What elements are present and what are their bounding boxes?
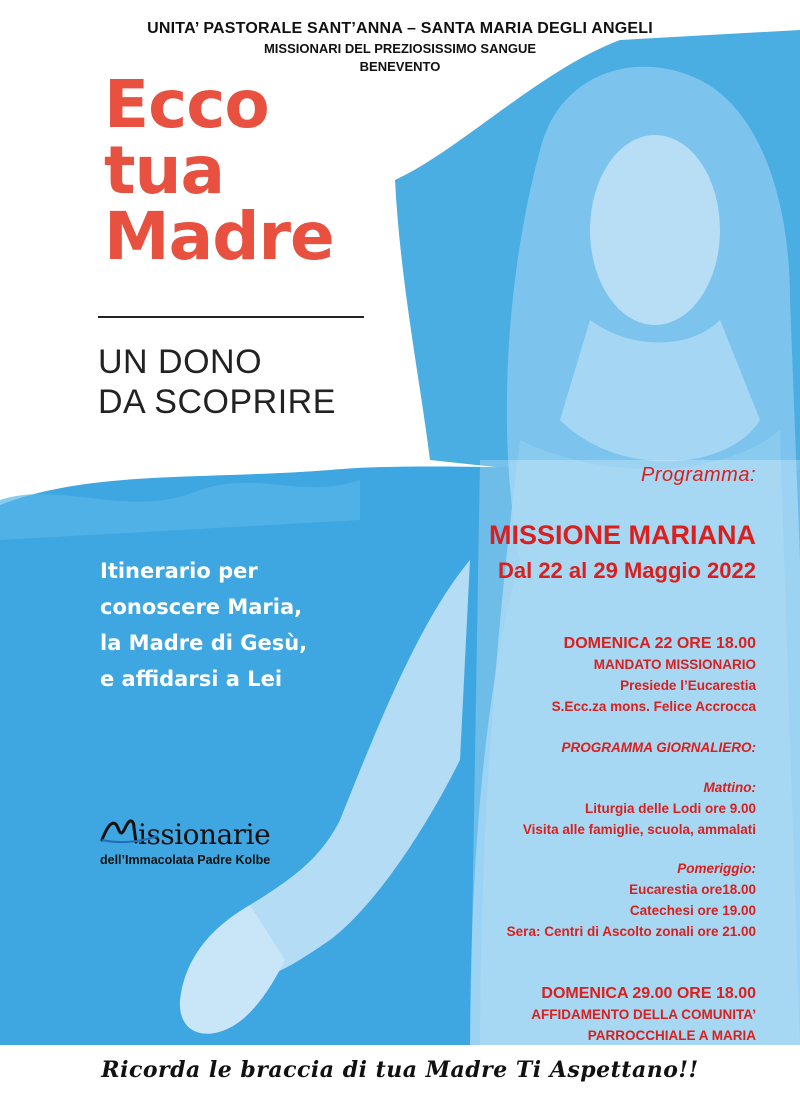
closing-line-3: PARROCCHIALE A MARIA [587, 1028, 756, 1043]
opening-line-4: S.Ecc.za mons. Felice Accrocca [551, 699, 756, 714]
program-heading: Programma: [640, 464, 756, 486]
closing-when: DOMENICA 29.00 ORE 18.00 [541, 985, 756, 1002]
itinerary-line-3: la Madre di Gesù, [100, 631, 308, 655]
morning-item-2: Visita alle famiglie, scuola, ammalati [522, 822, 756, 837]
header-line-2: MISSIONARI DEL PREZIOSISSIMO SANGUE [263, 41, 537, 56]
title-divider [98, 316, 364, 318]
subtitle-line-1: UN DONO [98, 343, 263, 381]
afternoon-schedule [507, 858, 756, 942]
itinerary-text [100, 553, 400, 697]
daily-program-heading: PROGRAMMA GIORNALIERO: [561, 740, 756, 755]
header-line-3: BENEVENTO [359, 59, 441, 74]
closing-event [531, 983, 756, 1046]
closing-line-2: AFFIDAMENTO DELLA COMUNITA’ [531, 1007, 756, 1022]
morning-label: Mattino: [703, 780, 756, 795]
title-line-2: tua [104, 132, 225, 209]
afternoon-label: Pomeriggio: [677, 861, 756, 876]
header-line-1: UNITA’ PASTORALE SANT’ANNA – SANTA MARIA DEGLI ANGELI [147, 20, 653, 37]
logo-m-swoosh-icon [100, 814, 160, 844]
subtitle-line-2: DA SCOPRIRE [98, 383, 336, 421]
morning-item-1: Liturgia delle Lodi ore 9.00 [584, 801, 756, 816]
itinerary-line-1: Itinerario per [100, 559, 258, 583]
mission-dates: Dal 22 al 29 Maggio 2022 [497, 558, 756, 583]
missionarie-logo [100, 818, 320, 867]
opening-when: DOMENICA 22 ORE 18.00 [563, 635, 756, 652]
afternoon-item-1: Eucarestia ore18.00 [629, 882, 756, 897]
main-title [104, 66, 404, 275]
footer-slogan: Ricorda le braccia di tua Madre Ti Aspettano!! [101, 1057, 699, 1083]
opening-what: MANDATO MISSIONARIO [593, 657, 756, 672]
itinerary-line-4: e affidarsi a Lei [100, 667, 283, 691]
morning-schedule [523, 777, 756, 840]
opening-event [552, 633, 756, 717]
afternoon-item-2: Catechesi ore 19.00 [629, 903, 756, 918]
opening-line-3: Presiede l’Eucarestia [620, 678, 756, 693]
itinerary-line-2: conoscere Maria, [100, 595, 303, 619]
mission-title: MISSIONE MARIANA [488, 520, 756, 550]
logo-word: issionarie [138, 818, 271, 851]
afternoon-item-3: Sera: Centri di Ascolto zonali ore 21.00 [506, 924, 756, 939]
subtitle [98, 342, 418, 422]
logo-subtitle: dell’Immacolata Padre Kolbe [100, 853, 271, 867]
title-line-1: Ecco [104, 66, 269, 143]
statue-face [590, 135, 720, 325]
title-line-3: Madre [104, 198, 334, 275]
